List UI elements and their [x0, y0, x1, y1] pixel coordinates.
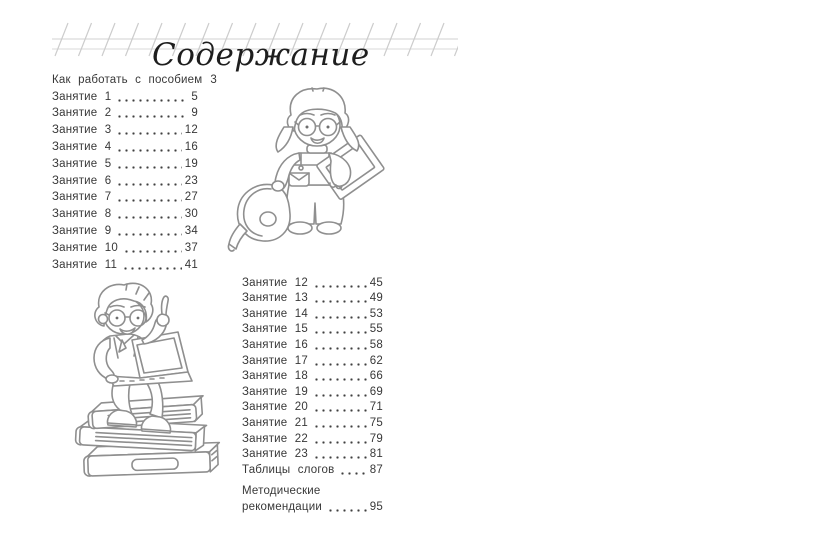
dot-leader [313, 331, 367, 334]
toc-entry-label: Занятие 9 [52, 224, 112, 237]
toc-entry-line2 [242, 498, 383, 514]
toc-entry [52, 104, 198, 121]
toc-entry [242, 461, 383, 477]
toc-entry [52, 255, 198, 272]
dot-leader [313, 441, 367, 444]
toc-entry-page: 34 [184, 224, 198, 237]
handwriting-guides [52, 18, 462, 76]
toc-entry-page: 16 [184, 140, 198, 153]
girl-head [276, 88, 359, 152]
header [52, 18, 462, 76]
toc-entry-label: Таблицы слогов [242, 463, 335, 476]
toc-entry [242, 383, 383, 399]
page-title: Содержание [152, 37, 370, 73]
toc-entry [242, 321, 383, 337]
boy-head [95, 283, 153, 334]
dot-leader [313, 347, 367, 350]
toc-entry [52, 70, 217, 87]
toc-entry-line1 [242, 483, 383, 499]
toc-entry-label: Занятие 10 [52, 241, 118, 254]
toc-entry-label: Занятие 1 [52, 90, 112, 103]
toc-entry [52, 238, 198, 255]
toc-entry [242, 430, 383, 446]
toc-entry [52, 87, 198, 104]
tape-measure [228, 184, 290, 251]
toc-entry-label: Занятие 2 [52, 107, 112, 120]
toc-entry-label: Как работать с пособием [52, 73, 203, 86]
toc-entry-label: Занятие 21 [242, 416, 308, 429]
toc-entry-label: Занятие 16 [242, 338, 308, 351]
toc-entry [52, 137, 198, 154]
toc-entry [242, 446, 383, 462]
toc-entry [242, 414, 383, 430]
dot-leader [313, 285, 367, 288]
toc-entry-label: Занятие 17 [242, 354, 308, 367]
toc-entry-label: Занятие 14 [242, 307, 308, 320]
toc-entry-label: Занятие 18 [242, 370, 308, 383]
toc-entry [242, 305, 383, 321]
toc-entry [52, 171, 198, 188]
toc-entry-page: 23 [184, 174, 198, 187]
dot-leader [116, 149, 181, 152]
dot-leader [116, 99, 188, 102]
toc-entry-page: 49 [369, 292, 383, 305]
toc-entry [52, 204, 198, 221]
toc-entry-label: Занятие 23 [242, 448, 308, 461]
girl-illustration [227, 87, 402, 253]
toc-column-left [52, 70, 217, 272]
dot-leader [116, 166, 181, 169]
book-stack [75, 396, 220, 476]
dot-leader [313, 378, 367, 381]
dot-leader [313, 300, 367, 303]
dot-leader [313, 456, 367, 459]
toc-entry [242, 399, 383, 415]
dot-leader [122, 267, 182, 270]
toc-entry [242, 368, 383, 384]
dot-leader [313, 394, 367, 397]
toc-entry-label: Занятие 13 [242, 292, 308, 305]
toc-entry [242, 274, 383, 290]
toc-entry-page: 95 [369, 500, 383, 513]
boy-illustration [56, 282, 236, 484]
toc-entry-page: 19 [184, 157, 198, 170]
boy-ear [99, 315, 108, 324]
toc-entry-page: 12 [184, 124, 198, 137]
toc-entry-page: 55 [369, 323, 383, 336]
dot-leader [313, 363, 367, 366]
dot-leader [313, 316, 367, 319]
toc-entry-page: 41 [184, 258, 198, 271]
toc-entry-label: Занятие 7 [52, 191, 112, 204]
toc-entry-page: 45 [369, 276, 383, 289]
toc-entry-label: Занятие 4 [52, 140, 112, 153]
toc-entry [242, 336, 383, 352]
toc-entry [52, 154, 198, 171]
toc-entry-page: 66 [369, 370, 383, 383]
toc-entry-page: 5 [191, 90, 198, 103]
toc-entry-page: 79 [369, 432, 383, 445]
toc-entry-label: Занятие 19 [242, 385, 308, 398]
dot-leader [313, 425, 367, 428]
dot-leader [327, 509, 367, 512]
dot-leader [123, 250, 182, 253]
toc-entry-page: 71 [369, 401, 383, 414]
dot-leader [116, 115, 188, 118]
toc-entry [52, 188, 198, 205]
toc-entry-page: 81 [369, 448, 383, 461]
toc-entry-page: 53 [369, 307, 383, 320]
toc-entry-label: рекомендации [242, 500, 322, 513]
toc-entry-page: 9 [191, 107, 198, 120]
toc-entry-page: 3 [210, 73, 217, 86]
toc-entry-page: 58 [369, 338, 383, 351]
toc-column-right [242, 274, 383, 514]
toc-entry-label: Занятие 12 [242, 276, 308, 289]
dot-leader [116, 183, 181, 186]
dot-leader [116, 199, 181, 202]
toc-entry-label: Занятие 20 [242, 401, 308, 414]
toc-entry-label: Методические [242, 485, 321, 498]
dot-leader [339, 472, 366, 475]
toc-entry [242, 352, 383, 368]
toc-entry-label: Занятие 15 [242, 323, 308, 336]
toc-entry-page: 30 [184, 208, 198, 221]
toc-entry-page: 27 [184, 191, 198, 204]
toc-entry-two-line [242, 483, 383, 514]
toc-entry-label: Занятие 3 [52, 124, 112, 137]
toc-entry-label: Занятие 5 [52, 157, 112, 170]
toc-entry [52, 120, 198, 137]
dot-leader [313, 409, 367, 412]
dot-leader [116, 216, 181, 219]
toc-entry-page: 87 [369, 463, 383, 476]
toc-entry-page: 75 [369, 416, 383, 429]
toc-entry-label: Занятие 22 [242, 432, 308, 445]
toc-entry-label: Занятие 11 [52, 258, 118, 271]
toc-entry-page: 62 [369, 354, 383, 367]
toc-entry [52, 221, 198, 238]
dot-leader [116, 132, 181, 135]
toc-entry [242, 290, 383, 306]
toc-entry-label: Занятие 8 [52, 208, 112, 221]
dot-leader [116, 233, 181, 236]
toc-entry-page: 37 [184, 241, 198, 254]
toc-entry-label: Занятие 6 [52, 174, 112, 187]
toc-entry-page: 69 [369, 385, 383, 398]
